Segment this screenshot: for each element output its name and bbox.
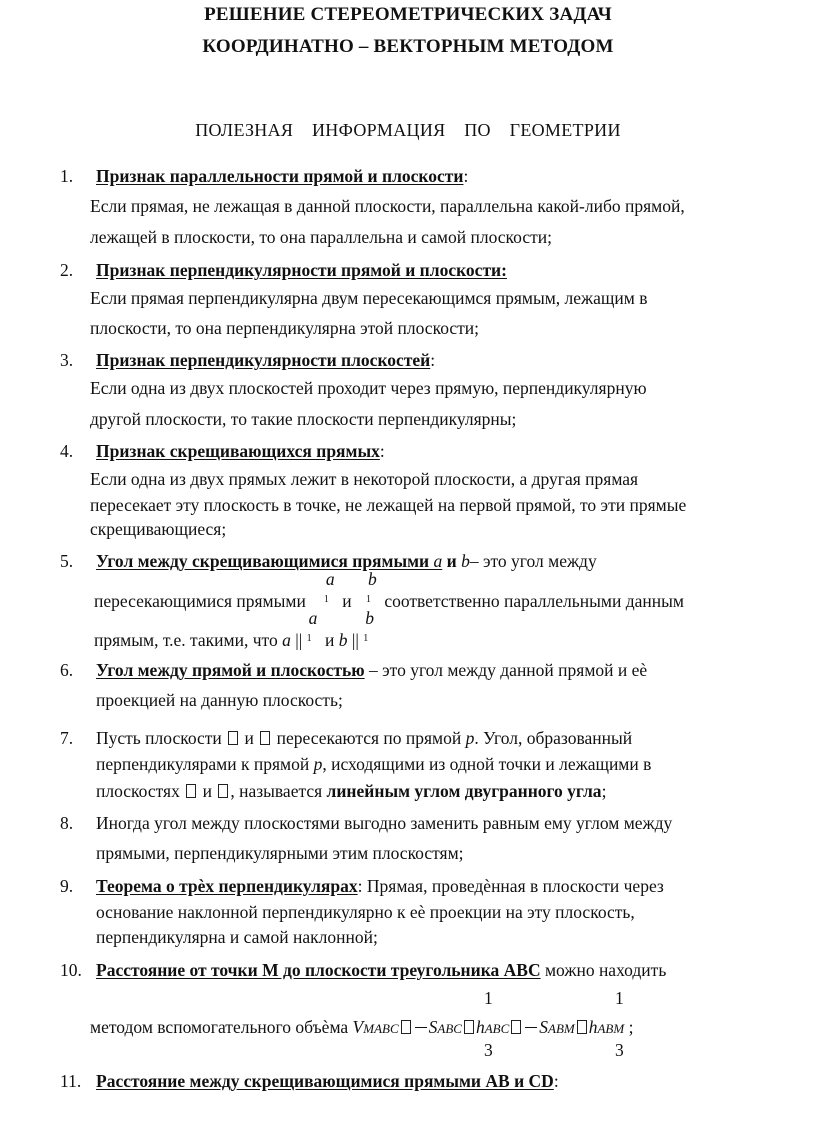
fraction-bar xyxy=(413,1016,429,1033)
colon: : xyxy=(463,166,469,186)
item-9-line-2: основание наклонной перпендикулярно к еѐ проекции на эту плоскость, xyxy=(96,902,635,922)
item-7-text: плоскостях xyxy=(96,781,180,801)
missing-glyph-icon xyxy=(228,731,238,745)
item-7-text: перпендикулярами к прямой xyxy=(96,754,314,774)
fraction-bar xyxy=(523,1016,539,1033)
item-5-text: соответственно параллельными данным xyxy=(379,591,684,611)
item-9-rest: : Прямая, проведѐнная в плоскости через xyxy=(357,876,664,896)
item-4-line-1: Если одна из двух прямых лежит в некоторой плоскости, а другая прямая xyxy=(90,469,639,489)
item-3-line-2: другой плоскости, то такие плоскости перпендикулярны; xyxy=(90,409,517,429)
item-10-text: методом вспомогательного объѐма xyxy=(90,1017,353,1037)
item-10-line-1 xyxy=(96,962,666,980)
sub-ABC: ABC xyxy=(437,1021,462,1036)
fraction-denominator: 3 xyxy=(615,1040,624,1060)
item-7-line-2 xyxy=(96,756,651,774)
item-10-rest: можно находить xyxy=(540,960,667,980)
item-number: 9. xyxy=(60,876,74,896)
var-S: S xyxy=(428,1017,438,1037)
fraction-numerator: 1 xyxy=(615,988,624,1008)
var-b1: b 1 xyxy=(365,569,377,605)
item-4-line-2: пересекает эту плоскость в точке, не лежащей на первой прямой, то эти прямые xyxy=(90,495,687,515)
item-6-rest: – это угол между данной прямой и еѐ xyxy=(364,660,648,680)
item-6-title: Угол между прямой и плоскостью xyxy=(96,660,365,680)
item-number: 4. xyxy=(60,441,74,461)
sub-ABM: ABM xyxy=(548,1021,575,1036)
var-p: p xyxy=(313,754,323,774)
item-5-rest: – это угол между xyxy=(469,551,597,571)
fraction-numerator: 1 xyxy=(484,988,493,1008)
item-4-heading xyxy=(96,443,385,461)
item-7-text: пересекаются по прямой xyxy=(276,728,466,748)
missing-glyph-icon xyxy=(401,1020,411,1034)
item-11-line-1 xyxy=(96,1073,559,1091)
item-number: 6. xyxy=(60,660,74,680)
missing-glyph-icon xyxy=(464,1020,474,1034)
item-1-line-2: лежащей в плоскости, то она параллельна и самой плоскости; xyxy=(90,227,552,247)
sub-ABM: ABM xyxy=(597,1021,625,1036)
item-number: 1. xyxy=(60,166,74,186)
fraction-denominator: 3 xyxy=(484,1040,493,1060)
item-8-line-1: Иногда угол между плоскостями выгодно заменить равным ему углом между xyxy=(96,813,673,833)
colon: : xyxy=(553,1071,559,1091)
item-number: 8. xyxy=(60,813,74,833)
var-S: S xyxy=(539,1017,549,1037)
item-9-line-3: перпендикулярна и самой наклонной; xyxy=(96,927,378,947)
semicolon: ; xyxy=(624,1017,634,1037)
var-b1: b 1 xyxy=(363,608,374,644)
var-h: h xyxy=(588,1017,598,1037)
var-V: V xyxy=(352,1017,364,1037)
var-p: p xyxy=(465,728,475,748)
item-9-title: Теорема о трѐх перпендикулярах xyxy=(96,876,358,896)
item-number: 3. xyxy=(60,350,74,370)
item-4-line-3: скрещивающиеся; xyxy=(90,519,227,539)
item-3-heading xyxy=(96,352,435,370)
item-5-text: пересекающимися прямыми xyxy=(94,591,306,611)
item-7-text: . Угол, образованный xyxy=(474,728,633,748)
item-7-line-1 xyxy=(96,730,632,748)
var-a1: a 1 xyxy=(306,608,318,644)
title-line-2: КООРДИНАТНО – ВЕКТОРНЫМ МЕТОДОМ xyxy=(202,36,614,57)
missing-glyph-icon xyxy=(260,731,270,745)
var-a: a xyxy=(282,630,291,650)
sub-MABC: MABC xyxy=(363,1021,399,1036)
item-number: 2. xyxy=(60,260,74,280)
item-5-title: Угол между скрещивающимися прямыми xyxy=(96,551,434,571)
sub-ABC: ABC xyxy=(484,1021,510,1036)
item-5-text: прямым, т.е. такими, что xyxy=(94,630,283,650)
item-3-title: Признак перпендикулярности плоскостей xyxy=(96,350,431,370)
item-5-line-2 xyxy=(94,569,684,611)
semicolon: ; xyxy=(601,781,607,801)
item-2-title: Признак перпендикулярности прямой и плоскости: xyxy=(96,260,507,280)
missing-glyph-icon xyxy=(577,1020,587,1034)
colon: : xyxy=(430,350,436,370)
conj-and: и xyxy=(320,630,339,650)
item-10-formula-line xyxy=(90,1016,633,1037)
item-4-title: Признак скрещивающихся прямых xyxy=(96,441,380,461)
conj-and: и xyxy=(442,551,462,571)
item-7-text: , называется xyxy=(230,781,327,801)
item-number: 7. xyxy=(60,728,74,748)
item-10-title: Расстояние от точки М до плоскости треугольника АВС xyxy=(96,960,541,980)
item-3-line-1: Если одна из двух плоскостей проходит через прямую, перпендикулярную xyxy=(90,378,647,398)
conj-and: и xyxy=(202,781,212,801)
item-number: 10. xyxy=(60,960,82,980)
conj-and: и xyxy=(337,591,356,611)
item-2-line-1: Если прямая перпендикулярна двум пересекающимся прямым, лежащим в xyxy=(90,288,648,308)
item-7-text: Пусть плоскости xyxy=(96,728,222,748)
item-5-line-3 xyxy=(94,608,377,650)
var-h: h xyxy=(475,1017,485,1037)
parallel-sign: || xyxy=(347,630,364,650)
var-b: b xyxy=(338,630,348,650)
item-1-heading xyxy=(96,168,468,186)
missing-glyph-icon xyxy=(186,784,196,798)
missing-glyph-icon xyxy=(511,1020,521,1034)
item-6-line-2: проекцией на данную плоскость; xyxy=(96,690,343,710)
var-a1: a 1 xyxy=(323,569,335,605)
missing-glyph-icon xyxy=(218,784,228,798)
parallel-sign: || xyxy=(290,630,307,650)
item-number: 5. xyxy=(60,551,74,571)
item-2-line-2: плоскости, то она перпендикулярна этой плоскости; xyxy=(90,318,480,338)
item-7-line-3 xyxy=(96,783,606,801)
conj-and: и xyxy=(244,728,254,748)
item-5-line-1 xyxy=(96,553,597,571)
item-7-text: , исходящими из одной точки и лежащими в xyxy=(322,754,652,774)
item-9-line-1 xyxy=(96,878,664,896)
var-b: b xyxy=(461,551,470,571)
item-number: 11. xyxy=(60,1071,82,1091)
var-a: a xyxy=(433,551,443,571)
item-6-line-1 xyxy=(96,662,647,680)
item-8-line-2: прямыми, перпендикулярными этим плоскостям; xyxy=(96,843,464,863)
item-11-title: Расстояние между скрещивающимися прямыми АВ и CD xyxy=(96,1071,554,1091)
item-1-title: Признак параллельности прямой и плоскости xyxy=(96,166,464,186)
item-7-bold-term: линейным углом двугранного угла xyxy=(326,781,602,801)
subtitle: ПОЛЕЗНАЯ ИНФОРМАЦИЯ ПО ГЕОМЕТРИИ xyxy=(195,120,621,140)
colon: : xyxy=(379,441,385,461)
item-1-line-1: Если прямая, не лежащая в данной плоскости, параллельна какой-либо прямой, xyxy=(90,196,685,216)
title-line-1: РЕШЕНИЕ СТЕРЕОМЕТРИЧЕСКИХ ЗАДАЧ xyxy=(204,4,612,25)
